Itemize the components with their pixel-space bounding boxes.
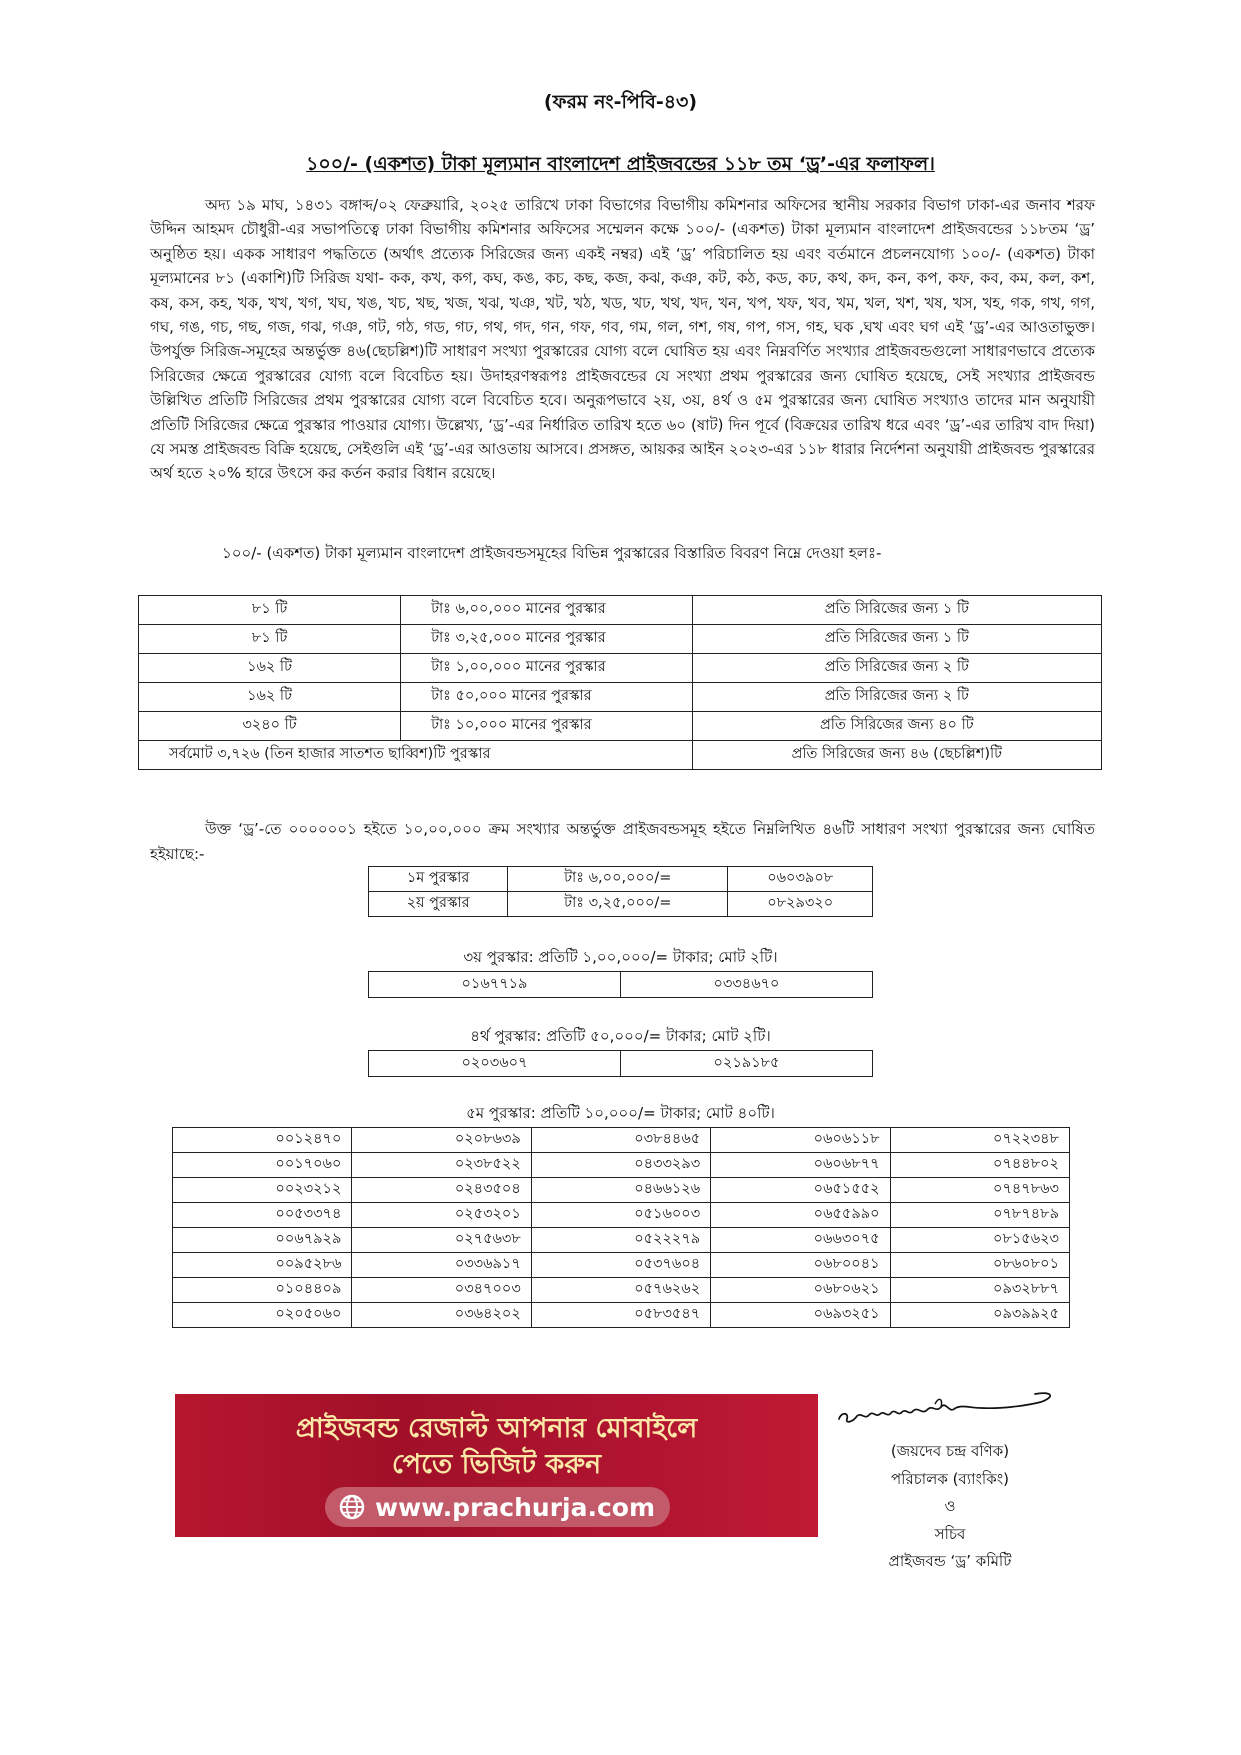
- total-per-series-cell: প্রতি সিরিজের জন্য ৪৬ (ছেচল্লিশ)টি: [692, 741, 1101, 770]
- fourth-prize-header: ৪র্থ পুরস্কার: প্রতিটি ৫০,০০০/= টাকার; মোট ২টি।: [470, 1027, 771, 1045]
- prize-count-cell: ৮১ টি: [139, 596, 401, 625]
- prize-overview-table: [138, 595, 1102, 770]
- signature-image: [835, 1385, 1060, 1430]
- prize-number-cell: ০৬৫৫৯৯০: [711, 1203, 890, 1228]
- prize-number-cell: ০০১২৪৭০: [173, 1128, 352, 1153]
- signatory-conjunction: ও: [944, 1497, 956, 1515]
- prize-number-cell: ০৫৮৩৫৪৭: [531, 1303, 710, 1328]
- prize-number-cell: ০০৬৭৯২৯: [173, 1228, 352, 1253]
- prize-number-cell: ০৭৪৭৮৬৩: [890, 1178, 1069, 1203]
- prize-number-cell: ০৬০৬১১৮: [711, 1128, 890, 1153]
- table-row: [369, 972, 873, 998]
- signatory-title: পরিচালক (ব্যাংকিং): [890, 1469, 1010, 1488]
- prize-value-cell: টাঃ ১,০০,০০০ মানের পুরস্কার: [401, 654, 693, 683]
- prize-amount-cell: টাঃ ৬,০০,০০০/=: [508, 867, 728, 892]
- prize-number-cell: ০৩৩৪৬৭০: [621, 972, 873, 998]
- prize-count-cell: ১৬২ টি: [139, 654, 401, 683]
- document-title: ১০০/- (একশত) টাকা মূল্যমান বাংলাদেশ প্রাইজবন্ডের ১১৮ তম ‘ড্র’-এর ফলাফল।: [306, 153, 935, 175]
- third-prize-header: ৩য় পুরস্কার: প্রতিটি ১,০০,০০০/= টাকার; মোট ২টি।: [463, 948, 778, 966]
- prize-number-cell: ০২৫৩২০১: [352, 1203, 531, 1228]
- prize-number-cell: ০৩৪৭০০৩: [352, 1278, 531, 1303]
- prize-number-cell: ০৮২৯৩২০: [728, 892, 873, 917]
- table-row: [173, 1128, 1070, 1153]
- signatory-role: সচিব: [934, 1524, 966, 1543]
- prize-number-cell: ০০১৭০৬০: [173, 1153, 352, 1178]
- banner-line-1: প্রাইজবন্ড রেজাল্ট আপনার মোবাইলে: [295, 1413, 698, 1444]
- prize-number-cell: ০৫১৬০০৩: [531, 1203, 710, 1228]
- prize-number-cell: ০৭৮৭৪৮৯: [890, 1203, 1069, 1228]
- prize-number-cell: ০০৯৫২৮৬: [173, 1253, 352, 1278]
- prize-number-cell: ০৯৩৯৯২৫: [890, 1303, 1069, 1328]
- fifth-prize-table: [172, 1127, 1070, 1328]
- top-prizes-table: [368, 866, 873, 917]
- prize-number-cell: ০২০৮৬৩৯: [352, 1128, 531, 1153]
- prize-number-cell: ০৬০৬৮৭৭: [711, 1153, 890, 1178]
- prize-value-cell: টাঃ ৩,২৫,০০০ মানের পুরস্কার: [401, 625, 693, 654]
- prize-count-cell: ৮১ টি: [139, 625, 401, 654]
- table-row: [139, 712, 1102, 741]
- prize-number-cell: ০২৭৫৬৩৮: [352, 1228, 531, 1253]
- table-row: [139, 596, 1102, 625]
- fourth-prize-table: [368, 1050, 873, 1077]
- prize-number-cell: ০৫২২২৭৯: [531, 1228, 710, 1253]
- table-row: [173, 1228, 1070, 1253]
- per-series-cell: প্রতি সিরিজের জন্য ১ টি: [692, 625, 1101, 654]
- table-row: [139, 654, 1102, 683]
- prize-count-cell: ১৬২ টি: [139, 683, 401, 712]
- prize-number-cell: ০২৪৩৫০৪: [352, 1178, 531, 1203]
- declaration-text: উক্ত ‘ড্র’-তে ০০০০০০১ হইতে ১০,০০,০০০ ক্রম সংখ্যার অন্তর্ভুক্ত প্রাইজবন্ডসমূহ হইতে নিম্নলিখিত ৪৬টি সাধারণ সংখ্যা পুরস্কারের জন্য ঘোষিত হইয়াছে:-: [150, 820, 1095, 863]
- prize-number-cell: ০৯৩২৮৮৭: [890, 1278, 1069, 1303]
- prize-label-cell: ১ম পুরস্কার: [369, 867, 508, 892]
- prize-number-cell: ০৮৬০৮০১: [890, 1253, 1069, 1278]
- intro-text: অদ্য ১৯ মাঘ, ১৪৩১ বঙ্গাব্দ/০২ ফেব্রুয়ারি, ২০২৫ তারিখে ঢাকা বিভাগের বিভাগীয় কমিশনার অফিসের স্থানীয় সরকার বিভাগ ঢাকা-এর জনাব শরফ উদ্দিন আহমদ চৌধুরী-এর সভাপতিত্বে ঢাকা বিভাগীয় কমিশনার অফিসের সম্মেলন কক্ষে ১০০/- (একশত) টাকা মূল্যমান বাংলাদেশ প্রাইজবন্ডের ১১৮তম ‘ড্র’ অনুষ্ঠিত হয়। একক সাধারণ পদ্ধতিতে (অর্থাৎ প্রত্যেক সিরিজের জন্য একই নম্বর) এই ‘ড্র’ পরিচালিত হয় এবং বর্তমানে প্রচলনযোগ্য ১০০/- (একশত) টাকা মূল্যমানের ৮১ (একাশি)টি সিরিজ যথা- কক, কখ, কগ, কঘ, কঙ, কচ, কছ, কজ, কঝ, কঞ, কট, কঠ, কড, কঢ, কথ, কদ, কন, কপ, কফ, কব, কম, কল, কশ, কষ, কস, কহ, খক, খখ, খগ, খঘ, খঙ, খচ, খছ, খজ, খঝ, খঞ, খট, খঠ, খড, খঢ, খথ, খদ, খন, খপ, খফ, খব, খম, খল, খশ, খষ, খস, খহ, গক, গখ, গগ, গঘ, গঙ, গচ, গছ, গজ, গঝ, গঞ, গট, গঠ, গড, গঢ, গথ, গদ, গন, গফ, গব, গম, গল, গশ, গষ, গপ, গস, গহ, ঘক ,ঘখ এবং ঘগ এই ‘ড্র’-এর আওতাভুক্ত। উপর্যুক্ত সিরিজ-সমূহের অন্তর্ভুক্ত ৪৬(ছেচল্লিশ)টি সাধারণ সংখ্যা পুরস্কারের যোগ্য বলে ঘোষিত হয় এবং নিম্নবর্ণিত সংখ্যার প্রাইজবন্ডগুলো সাধারণভাবে প্রত্যেক সিরিজের ক্ষেত্রে পুরস্কারের যোগ্য বলে বিবেচিত হয়। উদাহরণস্বরূপঃ প্রাইজবন্ডের যে সংখ্যা প্রথম পুরস্কারের জন্য ঘোষিত হয়েছে, সেই সংখ্যার প্রাইজবন্ড উল্লিখিত প্রতিটি সিরিজের প্রথম পুরস্কারের যোগ্য বলে বিবেচিত হবে। অনুরূপভাবে ২য়, ৩য়, ৪র্থ ও ৫ম পুরস্কারের জন্য ঘোষিত সংখ্যাও তাদের মান অনুযায়ী প্রতিটি সিরিজের ক্ষেত্রে পুরস্কার পাওয়ার যোগ্য। উল্লেখ্য, ‘ড্র’-এর নির্ধারিত তারিখ হতে ৬০ (ষাট) দিন পূর্বে (বিক্রয়ের তারিখ ধরে এবং ‘ড্র’-এর তারিখ বাদ দিয়া) যে সমস্ত প্রাইজবন্ড বিক্রি হয়েছে, সেইগুলি এই ‘ড্র’-এর আওতায় আসবে। প্রসঙ্গত, আয়কর আইন ২০২৩-এর ১১৮ ধারার নির্দেশনা অনুযায়ী প্রাইজবন্ড পুরস্কারের অর্থ হতে ২০% হারে উৎসে কর কর্তন করার বিধান রয়েছে।: [150, 196, 1095, 483]
- banner-url: www.prachurja.com: [375, 1492, 656, 1522]
- per-series-cell: প্রতি সিরিজের জন্য ২ টি: [692, 654, 1101, 683]
- table-row: [173, 1178, 1070, 1203]
- prize-number-cell: ০২৩৮৫২২: [352, 1153, 531, 1178]
- prize-number-cell: ০১৬৭৭১৯: [369, 972, 621, 998]
- fifth-prize-header: ৫ম পুরস্কার: প্রতিটি ১০,০০০/= টাকার; মোট ৪০টি।: [466, 1104, 775, 1122]
- promo-banner[interactable]: [175, 1394, 818, 1537]
- prize-number-cell: ০৬৮০০৪১: [711, 1253, 890, 1278]
- prize-number-cell: ০৬৫১৫৫২: [711, 1178, 890, 1203]
- banner-url-pill[interactable]: [325, 1487, 670, 1527]
- prize-number-cell: ০৮১৫৬২৩: [890, 1228, 1069, 1253]
- prize-label-cell: ২য় পুরস্কার: [369, 892, 508, 917]
- table-row: [139, 741, 1102, 770]
- declaration-paragraph: [150, 817, 1095, 867]
- table-row: [369, 892, 873, 917]
- table-row: [139, 683, 1102, 712]
- prize-number-cell: ০৪৬৬১২৬: [531, 1178, 710, 1203]
- prize-number-cell: ০৩৩৬৯১৭: [352, 1253, 531, 1278]
- table-row: [369, 867, 873, 892]
- prize-number-cell: ০২০৩৬০৭: [369, 1051, 621, 1077]
- table-row: [173, 1303, 1070, 1328]
- signatory-committee: প্রাইজবন্ড ‘ড্র’ কমিটি: [888, 1552, 1012, 1570]
- globe-icon: [339, 1494, 365, 1520]
- table-row: [139, 625, 1102, 654]
- prize-value-cell: টাঃ ৬,০০,০০০ মানের পুরস্কার: [401, 596, 693, 625]
- table-row: [173, 1253, 1070, 1278]
- table-row: [173, 1153, 1070, 1178]
- prize-number-cell: ০৭৪৪৮০২: [890, 1153, 1069, 1178]
- signatory-name: (জয়দেব চন্দ্র বণিক): [890, 1442, 1010, 1460]
- prize-number-cell: ০০৫৩৩৭৪: [173, 1203, 352, 1228]
- prize-number-cell: ০৬৯৩২৫১: [711, 1303, 890, 1328]
- prize-count-cell: ৩২৪০ টি: [139, 712, 401, 741]
- prize-value-cell: টাঃ ১০,০০০ মানের পুরস্কার: [401, 712, 693, 741]
- banner-line-2: পেতে ভিজিট করুন: [391, 1449, 602, 1480]
- table-row: [173, 1203, 1070, 1228]
- prize-value-cell: টাঃ ৫০,০০০ মানের পুরস্কার: [401, 683, 693, 712]
- prize-number-cell: ০৭২২৩৪৮: [890, 1128, 1069, 1153]
- prize-number-cell: ০৬০৩৯০৮: [728, 867, 873, 892]
- table-row: [369, 1051, 873, 1077]
- third-prize-table: [368, 971, 873, 998]
- prize-number-cell: ০২০৫০৬০: [173, 1303, 352, 1328]
- prize-summary-intro: ১০০/- (একশত) টাকা মূল্যমান বাংলাদেশ প্রাইজবন্ডসমূহের বিভিন্ন পুরস্কারের বিস্তারিত বিবরণ নিম্নে দেওয়া হলঃ-: [222, 544, 882, 562]
- total-prizes-cell: সর্বমোট ৩,৭২৬ (তিন হাজার সাতশত ছাব্বিশ)টি পুরস্কার: [139, 741, 693, 770]
- table-row: [173, 1278, 1070, 1303]
- intro-paragraph: [150, 193, 1095, 486]
- signatory-block: [820, 1438, 1080, 1576]
- per-series-cell: প্রতি সিরিজের জন্য ৪০ টি: [692, 712, 1101, 741]
- prize-number-cell: ০৩৬৪২০২: [352, 1303, 531, 1328]
- prize-number-cell: ০৬৬৩০৭৫: [711, 1228, 890, 1253]
- prize-number-cell: ০২১৯১৮৫: [621, 1051, 873, 1077]
- prize-amount-cell: টাঃ ৩,২৫,০০০/=: [508, 892, 728, 917]
- form-number: (ফরম নং-পিবি-৪৩): [543, 91, 698, 113]
- per-series-cell: প্রতি সিরিজের জন্য ২ টি: [692, 683, 1101, 712]
- per-series-cell: প্রতি সিরিজের জন্য ১ টি: [692, 596, 1101, 625]
- prize-number-cell: ০১০৪৪০৯: [173, 1278, 352, 1303]
- prize-number-cell: ০৫৩৭৬০৪: [531, 1253, 710, 1278]
- prize-number-cell: ০৬৮০৬২১: [711, 1278, 890, 1303]
- prize-number-cell: ০৫৭৬২৬২: [531, 1278, 710, 1303]
- prize-number-cell: ০৩৮৪৪৬৫: [531, 1128, 710, 1153]
- prize-number-cell: ০৪৩৩২৯৩: [531, 1153, 710, 1178]
- prize-number-cell: ০০২৩২১২: [173, 1178, 352, 1203]
